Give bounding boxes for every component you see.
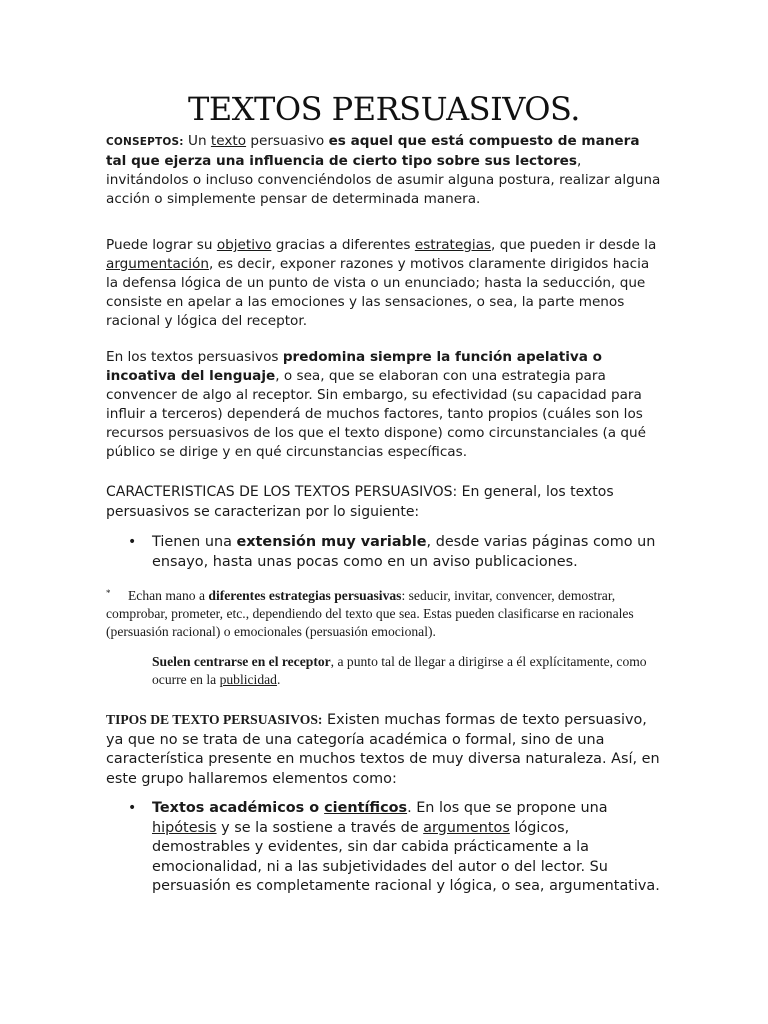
types-list bbox=[106, 799, 662, 897]
text-run: . bbox=[276, 672, 281, 687]
list-item bbox=[106, 533, 662, 572]
link-argumentos[interactable]: argumentos bbox=[423, 819, 510, 836]
text-run: . En los que se propone una bbox=[407, 800, 608, 816]
characteristics-list bbox=[106, 533, 662, 572]
academic-bold: Textos académicos o bbox=[152, 800, 325, 816]
receptor-paragraph bbox=[152, 653, 652, 689]
link-texto[interactable]: texto bbox=[210, 133, 247, 149]
text-run: , que pueden ir desde la bbox=[491, 237, 657, 253]
text-run: , invitándolos o incluso convenciéndolos de asumir alguna postura, realizar alguna acción o simplemente pensar de determinada manera. bbox=[106, 153, 661, 207]
star-bullet-icon: * bbox=[106, 588, 111, 598]
text-run: , a punto tal de llegar a dirigirse a él explícitamente, como ocurre en la bbox=[152, 654, 647, 687]
text-run: En general, los textos persuasivos se caracterizan por lo siguiente: bbox=[106, 484, 614, 520]
text-run: : seducir, invitar, convencer, demostrar, comprobar, prometer, etc., dependiendo del texto que sea. Estas pueden clasificarse en racionales (persuasión racional) o emocionales (persuasión emocional). bbox=[106, 588, 634, 639]
definition-label: CONSEPTOS: bbox=[106, 136, 184, 148]
definition-bold: es aquel que está compuesto de manera tal que ejerza una influencia de cierto tipo sobre sus lectores bbox=[106, 133, 640, 169]
text-run: gracias a diferentes bbox=[271, 237, 415, 253]
link-argumentacion[interactable]: argumentación bbox=[106, 256, 209, 272]
bullet-bold: extensión muy variable bbox=[236, 534, 427, 550]
text-run: lógicos, demostrables y evidentes, sin dar cabida prácticamente a la emocionalidad, ni a las subjetividades del autor o del lector. Su persuasión es completamente racional y lógica, o sea, argumentativa. bbox=[152, 819, 660, 894]
text-run: Un bbox=[183, 133, 211, 149]
text-run: Existen muchas formas de texto persuasivo, ya que no se trata de una categoría académica o formal, sino de una característica presente en muchos textos de muy diversa naturaleza. Así, en este grupo hallaremos elementos como: bbox=[106, 712, 660, 787]
predominant-function-bold: predomina siempre la función apelativa o incoativa del lenguaje bbox=[106, 349, 602, 384]
text-run: , es decir, exponer razones y motivos claramente dirigidos hacia la defensa lógica de un punto de vista o un enunciado; hasta la seducción, que consiste en apelar a las emociones y las sensaciones, o sea, la parte menos racional y lógica del receptor. bbox=[106, 256, 650, 329]
objective-paragraph bbox=[106, 236, 662, 331]
characteristics-paragraph bbox=[106, 482, 662, 522]
types-label: TIPOS DE TEXTO PERSUASIVOS: bbox=[106, 712, 323, 727]
list-item bbox=[106, 799, 662, 897]
link-hipotesis[interactable]: hipótesis bbox=[152, 819, 217, 836]
link-publicidad[interactable]: publicidad bbox=[219, 672, 277, 687]
page-title: TEXTOS PERSUASIVOS. bbox=[188, 90, 580, 128]
bullet-icon: • bbox=[128, 534, 137, 550]
definition-paragraph bbox=[106, 132, 662, 209]
link-estrategias[interactable]: estrategias bbox=[414, 237, 492, 253]
text-run: En los textos persuasivos bbox=[106, 349, 283, 365]
text-run: persuasivo bbox=[246, 133, 329, 149]
text-run: , desde varias páginas como un ensayo, hasta unas pocas como en un aviso publicaciones. bbox=[152, 534, 656, 570]
text-run: Puede lograr su bbox=[106, 237, 217, 253]
characteristics-label: CARACTERISTICAS DE LOS TEXTOS PERSUASIVOS: bbox=[106, 484, 458, 500]
types-paragraph bbox=[106, 710, 662, 789]
predominant-function-paragraph bbox=[106, 348, 662, 462]
link-objetivo[interactable]: objetivo bbox=[216, 237, 272, 253]
strategies-paragraph bbox=[106, 587, 662, 641]
text-run: Echan mano a bbox=[128, 588, 209, 603]
bullet-icon: • bbox=[128, 800, 137, 816]
text-run: y se la sostiene a través de bbox=[216, 819, 424, 836]
text-run: Tienen una bbox=[152, 534, 237, 550]
link-cientificos[interactable]: científicos bbox=[324, 800, 408, 816]
strategies-bold: diferentes estrategias persuasivas bbox=[208, 588, 402, 603]
receptor-bold: Suelen centrarse en el receptor bbox=[152, 654, 331, 669]
text-run: , o sea, que se elaboran con una estrategia para convencer de algo al receptor. Sin embargo, su efectividad (su capacidad para influir a terceros) dependerá de muchos factores, tanto propios (cuáles son los recursos persuasivos de los que el texto dispone) como circunstanciales (a qué público se dirige y en qué circunstancias específicas. bbox=[106, 368, 647, 460]
